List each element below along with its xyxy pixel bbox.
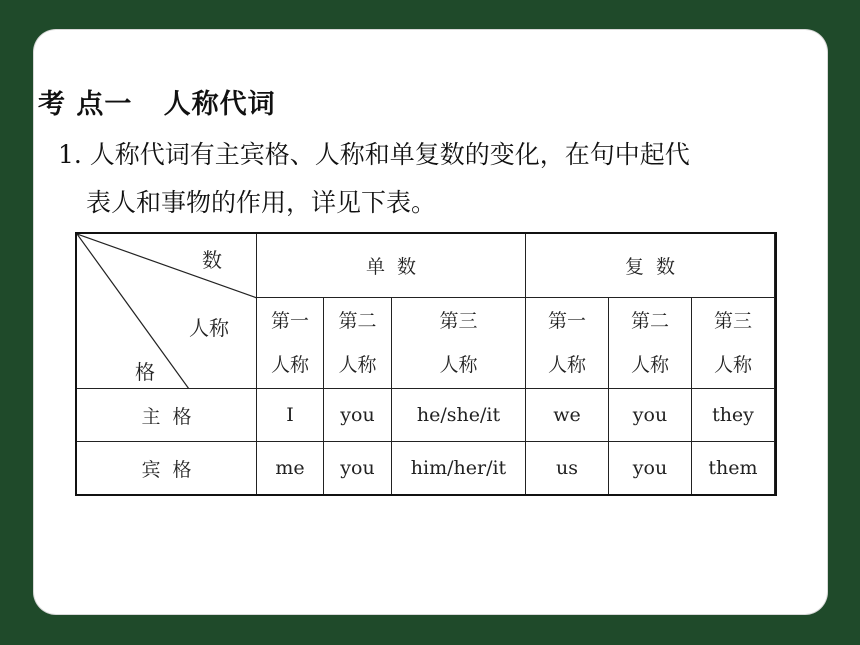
header-person-word: 人称	[713, 354, 752, 376]
table-cell: we	[526, 389, 609, 442]
corner-label-case: 格	[135, 360, 155, 384]
section-title: 考 点一 人称代词	[38, 89, 276, 120]
pronoun-table	[76, 233, 775, 495]
corner-header-cell	[77, 234, 257, 389]
table-cell: he/she/it	[392, 389, 526, 442]
header-person-cell	[692, 298, 775, 389]
table-cell: you	[324, 442, 392, 495]
row-label: 宾 格	[77, 442, 257, 495]
table-cell: me	[257, 442, 324, 495]
table-cell: him/her/it	[392, 442, 526, 495]
paragraph-line-1: 1. 人称代词有主宾格、人称和单复数的变化，在句中起代	[58, 140, 690, 169]
header-person-cell	[526, 298, 609, 389]
diagonal-lines	[77, 234, 257, 389]
table-row	[77, 389, 775, 442]
header-person-cell	[324, 298, 392, 389]
header-person-cell	[392, 298, 526, 389]
header-person-word: 人称	[547, 354, 586, 376]
header-person-ordinal: 第二	[630, 310, 669, 332]
paragraph-line-2: 表人和事物的作用，详见下表。	[86, 188, 437, 217]
table-cell: they	[692, 389, 775, 442]
corner-label-number: 数	[202, 248, 222, 272]
header-person-word: 人称	[630, 354, 669, 376]
table-row	[77, 442, 775, 495]
table-cell: you	[324, 389, 392, 442]
header-person-ordinal: 第三	[439, 310, 478, 332]
header-singular: 单 数	[257, 234, 526, 298]
corner-label-person: 人称	[189, 316, 229, 340]
header-person-cell	[257, 298, 324, 389]
header-person-word: 人称	[270, 354, 309, 376]
header-plural: 复 数	[526, 234, 775, 298]
table-cell: them	[692, 442, 775, 495]
header-person-ordinal: 第三	[713, 310, 752, 332]
header-person-word: 人称	[439, 354, 478, 376]
table-cell: you	[609, 442, 692, 495]
header-person-ordinal: 第一	[270, 310, 309, 332]
table-cell: us	[526, 442, 609, 495]
header-person-word: 人称	[338, 354, 377, 376]
table-cell: you	[609, 389, 692, 442]
header-person-cell	[609, 298, 692, 389]
header-person-ordinal: 第二	[338, 310, 377, 332]
header-person-ordinal: 第一	[547, 310, 586, 332]
row-label: 主 格	[77, 389, 257, 442]
table-cell: I	[257, 389, 324, 442]
